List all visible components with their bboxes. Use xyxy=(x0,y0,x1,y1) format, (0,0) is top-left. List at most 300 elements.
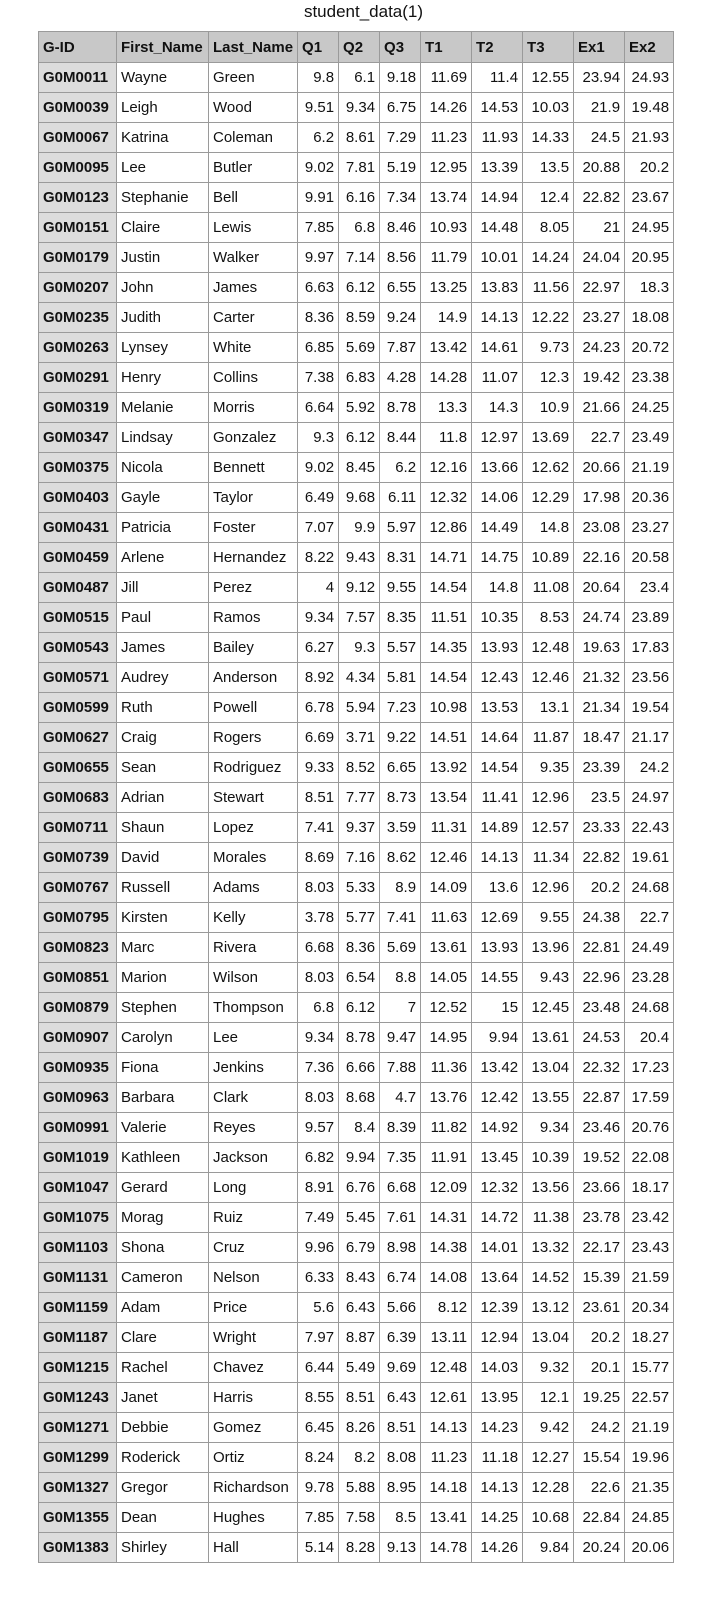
cell-gid[interactable]: G0M0543 xyxy=(39,633,117,663)
cell-ex1[interactable]: 23.46 xyxy=(574,1113,625,1143)
cell-t2[interactable]: 14.94 xyxy=(472,183,523,213)
cell-q3[interactable]: 5.66 xyxy=(380,1293,421,1323)
cell-t3[interactable]: 9.35 xyxy=(523,753,574,783)
cell-first-name[interactable]: Arlene xyxy=(117,543,209,573)
cell-q1[interactable]: 7.41 xyxy=(298,813,339,843)
cell-q3[interactable]: 4.28 xyxy=(380,363,421,393)
cell-t1[interactable]: 14.71 xyxy=(421,543,472,573)
cell-gid[interactable]: G0M0627 xyxy=(39,723,117,753)
cell-q3[interactable]: 8.98 xyxy=(380,1233,421,1263)
cell-q2[interactable]: 6.76 xyxy=(339,1173,380,1203)
cell-ex1[interactable]: 24.74 xyxy=(574,603,625,633)
cell-gid[interactable]: G0M1103 xyxy=(39,1233,117,1263)
cell-t2[interactable]: 10.01 xyxy=(472,243,523,273)
cell-q2[interactable]: 6.12 xyxy=(339,273,380,303)
cell-first-name[interactable]: Rachel xyxy=(117,1353,209,1383)
cell-q1[interactable]: 7.36 xyxy=(298,1053,339,1083)
cell-ex1[interactable]: 22.81 xyxy=(574,933,625,963)
cell-t3[interactable]: 11.38 xyxy=(523,1203,574,1233)
cell-ex1[interactable]: 22.84 xyxy=(574,1503,625,1533)
cell-t2[interactable]: 14.03 xyxy=(472,1353,523,1383)
cell-q3[interactable]: 7.61 xyxy=(380,1203,421,1233)
cell-q2[interactable]: 6.43 xyxy=(339,1293,380,1323)
cell-t1[interactable]: 11.79 xyxy=(421,243,472,273)
cell-t2[interactable]: 13.95 xyxy=(472,1383,523,1413)
cell-ex1[interactable]: 23.66 xyxy=(574,1173,625,1203)
cell-q3[interactable]: 5.57 xyxy=(380,633,421,663)
cell-q3[interactable]: 8.35 xyxy=(380,603,421,633)
cell-gid[interactable]: G0M1299 xyxy=(39,1443,117,1473)
cell-ex2[interactable]: 23.89 xyxy=(625,603,674,633)
cell-t3[interactable]: 9.43 xyxy=(523,963,574,993)
cell-q2[interactable]: 7.14 xyxy=(339,243,380,273)
cell-ex2[interactable]: 24.85 xyxy=(625,1503,674,1533)
cell-ex2[interactable]: 23.56 xyxy=(625,663,674,693)
cell-q3[interactable]: 8.39 xyxy=(380,1113,421,1143)
cell-ex1[interactable]: 21.32 xyxy=(574,663,625,693)
cell-ex1[interactable]: 19.63 xyxy=(574,633,625,663)
cell-last-name[interactable]: Morales xyxy=(209,843,298,873)
cell-first-name[interactable]: Justin xyxy=(117,243,209,273)
cell-q1[interactable]: 6.49 xyxy=(298,483,339,513)
cell-q2[interactable]: 5.33 xyxy=(339,873,380,903)
cell-q1[interactable]: 9.8 xyxy=(298,63,339,93)
cell-t3[interactable]: 10.89 xyxy=(523,543,574,573)
cell-q1[interactable]: 5.6 xyxy=(298,1293,339,1323)
cell-gid[interactable]: G0M0879 xyxy=(39,993,117,1023)
cell-q1[interactable]: 4 xyxy=(298,573,339,603)
cell-first-name[interactable]: Lee xyxy=(117,153,209,183)
cell-t1[interactable]: 14.09 xyxy=(421,873,472,903)
cell-t1[interactable]: 14.54 xyxy=(421,573,472,603)
cell-gid[interactable]: G0M0039 xyxy=(39,93,117,123)
cell-gid[interactable]: G0M0347 xyxy=(39,423,117,453)
cell-last-name[interactable]: Richardson xyxy=(209,1473,298,1503)
cell-last-name[interactable]: Rivera xyxy=(209,933,298,963)
cell-t1[interactable]: 14.35 xyxy=(421,633,472,663)
cell-t2[interactable]: 13.6 xyxy=(472,873,523,903)
cell-q1[interactable]: 3.78 xyxy=(298,903,339,933)
cell-q2[interactable]: 5.69 xyxy=(339,333,380,363)
cell-q1[interactable]: 6.69 xyxy=(298,723,339,753)
cell-q2[interactable]: 9.9 xyxy=(339,513,380,543)
cell-gid[interactable]: G0M0179 xyxy=(39,243,117,273)
cell-q3[interactable]: 8.73 xyxy=(380,783,421,813)
cell-gid[interactable]: G0M0935 xyxy=(39,1053,117,1083)
cell-ex2[interactable]: 20.76 xyxy=(625,1113,674,1143)
cell-q3[interactable]: 5.97 xyxy=(380,513,421,543)
cell-ex2[interactable]: 20.58 xyxy=(625,543,674,573)
cell-t2[interactable]: 13.39 xyxy=(472,153,523,183)
cell-t1[interactable]: 13.42 xyxy=(421,333,472,363)
column-header-ex1[interactable]: Ex1 xyxy=(574,32,625,63)
cell-last-name[interactable]: Adams xyxy=(209,873,298,903)
cell-q3[interactable]: 9.69 xyxy=(380,1353,421,1383)
cell-t3[interactable]: 14.52 xyxy=(523,1263,574,1293)
cell-gid[interactable]: G0M0851 xyxy=(39,963,117,993)
cell-ex2[interactable]: 17.59 xyxy=(625,1083,674,1113)
cell-t1[interactable]: 11.82 xyxy=(421,1113,472,1143)
cell-last-name[interactable]: Powell xyxy=(209,693,298,723)
cell-gid[interactable]: G0M0487 xyxy=(39,573,117,603)
cell-t3[interactable]: 13.04 xyxy=(523,1323,574,1353)
cell-q1[interactable]: 9.51 xyxy=(298,93,339,123)
cell-ex2[interactable]: 21.35 xyxy=(625,1473,674,1503)
cell-first-name[interactable]: Marc xyxy=(117,933,209,963)
cell-first-name[interactable]: Patricia xyxy=(117,513,209,543)
cell-q2[interactable]: 9.3 xyxy=(339,633,380,663)
cell-t2[interactable]: 11.18 xyxy=(472,1443,523,1473)
cell-t2[interactable]: 14.8 xyxy=(472,573,523,603)
cell-ex1[interactable]: 21.9 xyxy=(574,93,625,123)
cell-t2[interactable]: 15 xyxy=(472,993,523,1023)
cell-ex1[interactable]: 22.16 xyxy=(574,543,625,573)
cell-t2[interactable]: 9.94 xyxy=(472,1023,523,1053)
cell-t2[interactable]: 14.13 xyxy=(472,1473,523,1503)
cell-ex1[interactable]: 20.2 xyxy=(574,1323,625,1353)
cell-q2[interactable]: 7.57 xyxy=(339,603,380,633)
cell-gid[interactable]: G0M0291 xyxy=(39,363,117,393)
cell-q3[interactable]: 4.7 xyxy=(380,1083,421,1113)
cell-last-name[interactable]: White xyxy=(209,333,298,363)
cell-first-name[interactable]: Craig xyxy=(117,723,209,753)
cell-q1[interactable]: 9.57 xyxy=(298,1113,339,1143)
cell-ex2[interactable]: 19.48 xyxy=(625,93,674,123)
cell-t2[interactable]: 13.45 xyxy=(472,1143,523,1173)
cell-q2[interactable]: 5.77 xyxy=(339,903,380,933)
cell-q1[interactable]: 8.22 xyxy=(298,543,339,573)
cell-t1[interactable]: 14.9 xyxy=(421,303,472,333)
cell-ex2[interactable]: 23.43 xyxy=(625,1233,674,1263)
cell-q1[interactable]: 9.96 xyxy=(298,1233,339,1263)
cell-last-name[interactable]: Kelly xyxy=(209,903,298,933)
cell-q1[interactable]: 6.64 xyxy=(298,393,339,423)
cell-ex1[interactable]: 21.66 xyxy=(574,393,625,423)
cell-t1[interactable]: 11.63 xyxy=(421,903,472,933)
cell-first-name[interactable]: James xyxy=(117,633,209,663)
cell-ex2[interactable]: 20.2 xyxy=(625,153,674,183)
cell-t1[interactable]: 12.52 xyxy=(421,993,472,1023)
cell-first-name[interactable]: Fiona xyxy=(117,1053,209,1083)
cell-q3[interactable]: 6.55 xyxy=(380,273,421,303)
cell-q1[interactable]: 6.63 xyxy=(298,273,339,303)
cell-q2[interactable]: 5.92 xyxy=(339,393,380,423)
cell-q1[interactable]: 8.55 xyxy=(298,1383,339,1413)
cell-last-name[interactable]: Jackson xyxy=(209,1143,298,1173)
cell-q3[interactable]: 9.47 xyxy=(380,1023,421,1053)
cell-t1[interactable]: 14.31 xyxy=(421,1203,472,1233)
cell-q3[interactable]: 8.46 xyxy=(380,213,421,243)
cell-ex1[interactable]: 24.23 xyxy=(574,333,625,363)
cell-q1[interactable]: 5.14 xyxy=(298,1533,339,1563)
cell-q1[interactable]: 9.34 xyxy=(298,603,339,633)
cell-first-name[interactable]: Claire xyxy=(117,213,209,243)
cell-last-name[interactable]: Butler xyxy=(209,153,298,183)
cell-t3[interactable]: 13.12 xyxy=(523,1293,574,1323)
cell-first-name[interactable]: Gayle xyxy=(117,483,209,513)
cell-last-name[interactable]: Hernandez xyxy=(209,543,298,573)
cell-q1[interactable]: 7.07 xyxy=(298,513,339,543)
cell-t1[interactable]: 13.92 xyxy=(421,753,472,783)
cell-gid[interactable]: G0M1019 xyxy=(39,1143,117,1173)
cell-q3[interactable]: 5.69 xyxy=(380,933,421,963)
cell-q1[interactable]: 6.2 xyxy=(298,123,339,153)
cell-ex1[interactable]: 22.82 xyxy=(574,843,625,873)
cell-ex1[interactable]: 20.64 xyxy=(574,573,625,603)
cell-ex1[interactable]: 22.87 xyxy=(574,1083,625,1113)
cell-gid[interactable]: G0M0571 xyxy=(39,663,117,693)
column-header-t3[interactable]: T3 xyxy=(523,32,574,63)
cell-t2[interactable]: 14.13 xyxy=(472,303,523,333)
cell-t2[interactable]: 14.3 xyxy=(472,393,523,423)
cell-q1[interactable]: 7.85 xyxy=(298,1503,339,1533)
cell-ex2[interactable]: 24.93 xyxy=(625,63,674,93)
cell-first-name[interactable]: Debbie xyxy=(117,1413,209,1443)
cell-last-name[interactable]: Cruz xyxy=(209,1233,298,1263)
cell-t3[interactable]: 13.04 xyxy=(523,1053,574,1083)
cell-first-name[interactable]: Morag xyxy=(117,1203,209,1233)
cell-q3[interactable]: 7.29 xyxy=(380,123,421,153)
cell-ex1[interactable]: 23.78 xyxy=(574,1203,625,1233)
column-header-q3[interactable]: Q3 xyxy=(380,32,421,63)
cell-first-name[interactable]: Gerard xyxy=(117,1173,209,1203)
cell-q2[interactable]: 5.49 xyxy=(339,1353,380,1383)
cell-t3[interactable]: 9.84 xyxy=(523,1533,574,1563)
cell-q3[interactable]: 9.18 xyxy=(380,63,421,93)
cell-first-name[interactable]: Adam xyxy=(117,1293,209,1323)
cell-t3[interactable]: 8.53 xyxy=(523,603,574,633)
cell-ex2[interactable]: 23.49 xyxy=(625,423,674,453)
cell-gid[interactable]: G0M1243 xyxy=(39,1383,117,1413)
cell-first-name[interactable]: Paul xyxy=(117,603,209,633)
column-header-q1[interactable]: Q1 xyxy=(298,32,339,63)
column-header-first-name[interactable]: First_Name xyxy=(117,32,209,63)
cell-t1[interactable]: 12.32 xyxy=(421,483,472,513)
cell-first-name[interactable]: Kirsten xyxy=(117,903,209,933)
cell-t2[interactable]: 14.23 xyxy=(472,1413,523,1443)
cell-t3[interactable]: 11.87 xyxy=(523,723,574,753)
cell-q2[interactable]: 8.61 xyxy=(339,123,380,153)
cell-ex2[interactable]: 19.96 xyxy=(625,1443,674,1473)
cell-q3[interactable]: 8.5 xyxy=(380,1503,421,1533)
cell-t3[interactable]: 9.42 xyxy=(523,1413,574,1443)
cell-gid[interactable]: G0M0823 xyxy=(39,933,117,963)
cell-q1[interactable]: 6.82 xyxy=(298,1143,339,1173)
cell-q3[interactable]: 8.44 xyxy=(380,423,421,453)
cell-q1[interactable]: 6.45 xyxy=(298,1413,339,1443)
cell-q1[interactable]: 8.03 xyxy=(298,873,339,903)
cell-gid[interactable]: G0M0151 xyxy=(39,213,117,243)
cell-ex2[interactable]: 22.43 xyxy=(625,813,674,843)
cell-t1[interactable]: 14.54 xyxy=(421,663,472,693)
cell-ex1[interactable]: 20.1 xyxy=(574,1353,625,1383)
cell-ex2[interactable]: 19.61 xyxy=(625,843,674,873)
cell-t1[interactable]: 12.86 xyxy=(421,513,472,543)
cell-q2[interactable]: 6.12 xyxy=(339,993,380,1023)
cell-first-name[interactable]: Lindsay xyxy=(117,423,209,453)
cell-t2[interactable]: 14.54 xyxy=(472,753,523,783)
cell-ex2[interactable]: 20.72 xyxy=(625,333,674,363)
cell-ex1[interactable]: 23.08 xyxy=(574,513,625,543)
cell-first-name[interactable]: David xyxy=(117,843,209,873)
cell-q1[interactable]: 9.3 xyxy=(298,423,339,453)
cell-gid[interactable]: G0M0767 xyxy=(39,873,117,903)
cell-q2[interactable]: 5.45 xyxy=(339,1203,380,1233)
cell-q2[interactable]: 8.45 xyxy=(339,453,380,483)
cell-last-name[interactable]: Perez xyxy=(209,573,298,603)
cell-first-name[interactable]: Russell xyxy=(117,873,209,903)
cell-q1[interactable]: 7.85 xyxy=(298,213,339,243)
cell-ex1[interactable]: 21 xyxy=(574,213,625,243)
cell-last-name[interactable]: Taylor xyxy=(209,483,298,513)
cell-t1[interactable]: 10.93 xyxy=(421,213,472,243)
cell-ex1[interactable]: 19.42 xyxy=(574,363,625,393)
cell-ex2[interactable]: 19.54 xyxy=(625,693,674,723)
cell-q2[interactable]: 8.4 xyxy=(339,1113,380,1143)
cell-gid[interactable]: G0M0599 xyxy=(39,693,117,723)
cell-q1[interactable]: 6.44 xyxy=(298,1353,339,1383)
cell-last-name[interactable]: Hughes xyxy=(209,1503,298,1533)
cell-t3[interactable]: 12.28 xyxy=(523,1473,574,1503)
cell-t1[interactable]: 12.09 xyxy=(421,1173,472,1203)
cell-ex1[interactable]: 24.38 xyxy=(574,903,625,933)
cell-t1[interactable]: 14.26 xyxy=(421,93,472,123)
cell-t2[interactable]: 10.35 xyxy=(472,603,523,633)
cell-first-name[interactable]: Judith xyxy=(117,303,209,333)
cell-q3[interactable]: 6.2 xyxy=(380,453,421,483)
cell-first-name[interactable]: Audrey xyxy=(117,663,209,693)
cell-q3[interactable]: 6.39 xyxy=(380,1323,421,1353)
cell-ex1[interactable]: 24.04 xyxy=(574,243,625,273)
cell-last-name[interactable]: Ruiz xyxy=(209,1203,298,1233)
cell-ex1[interactable]: 20.2 xyxy=(574,873,625,903)
cell-first-name[interactable]: Marion xyxy=(117,963,209,993)
cell-gid[interactable]: G0M1327 xyxy=(39,1473,117,1503)
cell-q3[interactable]: 8.51 xyxy=(380,1413,421,1443)
cell-q2[interactable]: 7.77 xyxy=(339,783,380,813)
cell-gid[interactable]: G0M0991 xyxy=(39,1113,117,1143)
cell-last-name[interactable]: Long xyxy=(209,1173,298,1203)
cell-first-name[interactable]: Katrina xyxy=(117,123,209,153)
cell-q3[interactable]: 7.87 xyxy=(380,333,421,363)
column-header-q2[interactable]: Q2 xyxy=(339,32,380,63)
cell-gid[interactable]: G0M0375 xyxy=(39,453,117,483)
cell-t2[interactable]: 14.06 xyxy=(472,483,523,513)
cell-t1[interactable]: 11.23 xyxy=(421,1443,472,1473)
cell-t1[interactable]: 13.61 xyxy=(421,933,472,963)
cell-q3[interactable]: 6.43 xyxy=(380,1383,421,1413)
cell-t2[interactable]: 13.42 xyxy=(472,1053,523,1083)
cell-q1[interactable]: 9.02 xyxy=(298,153,339,183)
cell-t3[interactable]: 12.29 xyxy=(523,483,574,513)
cell-t2[interactable]: 14.64 xyxy=(472,723,523,753)
cell-t2[interactable]: 11.4 xyxy=(472,63,523,93)
cell-t2[interactable]: 13.83 xyxy=(472,273,523,303)
cell-gid[interactable]: G0M1075 xyxy=(39,1203,117,1233)
cell-last-name[interactable]: Carter xyxy=(209,303,298,333)
cell-t2[interactable]: 12.32 xyxy=(472,1173,523,1203)
cell-q3[interactable]: 9.55 xyxy=(380,573,421,603)
cell-t2[interactable]: 14.55 xyxy=(472,963,523,993)
cell-q3[interactable]: 7.34 xyxy=(380,183,421,213)
cell-first-name[interactable]: Melanie xyxy=(117,393,209,423)
cell-t3[interactable]: 10.68 xyxy=(523,1503,574,1533)
cell-last-name[interactable]: James xyxy=(209,273,298,303)
cell-first-name[interactable]: Henry xyxy=(117,363,209,393)
cell-first-name[interactable]: Ruth xyxy=(117,693,209,723)
cell-t3[interactable]: 12.4 xyxy=(523,183,574,213)
cell-t3[interactable]: 12.46 xyxy=(523,663,574,693)
cell-q1[interactable]: 7.38 xyxy=(298,363,339,393)
cell-ex2[interactable]: 24.97 xyxy=(625,783,674,813)
cell-t1[interactable]: 14.38 xyxy=(421,1233,472,1263)
cell-t3[interactable]: 14.8 xyxy=(523,513,574,543)
cell-t3[interactable]: 13.56 xyxy=(523,1173,574,1203)
cell-t2[interactable]: 13.53 xyxy=(472,693,523,723)
cell-ex1[interactable]: 23.39 xyxy=(574,753,625,783)
cell-first-name[interactable]: Sean xyxy=(117,753,209,783)
cell-first-name[interactable]: Carolyn xyxy=(117,1023,209,1053)
cell-ex2[interactable]: 23.38 xyxy=(625,363,674,393)
cell-t1[interactable]: 13.54 xyxy=(421,783,472,813)
cell-last-name[interactable]: Thompson xyxy=(209,993,298,1023)
cell-t3[interactable]: 12.48 xyxy=(523,633,574,663)
cell-q2[interactable]: 8.26 xyxy=(339,1413,380,1443)
cell-t1[interactable]: 11.31 xyxy=(421,813,472,843)
cell-ex2[interactable]: 23.42 xyxy=(625,1203,674,1233)
cell-q1[interactable]: 8.51 xyxy=(298,783,339,813)
cell-ex2[interactable]: 18.3 xyxy=(625,273,674,303)
cell-first-name[interactable]: Shaun xyxy=(117,813,209,843)
cell-ex2[interactable]: 22.57 xyxy=(625,1383,674,1413)
cell-ex1[interactable]: 24.53 xyxy=(574,1023,625,1053)
cell-t3[interactable]: 11.56 xyxy=(523,273,574,303)
cell-first-name[interactable]: Lynsey xyxy=(117,333,209,363)
cell-ex2[interactable]: 24.25 xyxy=(625,393,674,423)
cell-last-name[interactable]: Bennett xyxy=(209,453,298,483)
cell-q3[interactable]: 6.74 xyxy=(380,1263,421,1293)
cell-q2[interactable]: 6.1 xyxy=(339,63,380,93)
cell-t1[interactable]: 13.3 xyxy=(421,393,472,423)
cell-first-name[interactable]: Kathleen xyxy=(117,1143,209,1173)
cell-first-name[interactable]: Dean xyxy=(117,1503,209,1533)
cell-first-name[interactable]: Clare xyxy=(117,1323,209,1353)
cell-t2[interactable]: 14.92 xyxy=(472,1113,523,1143)
cell-t2[interactable]: 12.43 xyxy=(472,663,523,693)
cell-ex1[interactable]: 23.33 xyxy=(574,813,625,843)
cell-last-name[interactable]: Anderson xyxy=(209,663,298,693)
cell-q1[interactable]: 8.36 xyxy=(298,303,339,333)
cell-t2[interactable]: 12.39 xyxy=(472,1293,523,1323)
column-header-ex2[interactable]: Ex2 xyxy=(625,32,674,63)
cell-first-name[interactable]: Roderick xyxy=(117,1443,209,1473)
cell-q2[interactable]: 8.87 xyxy=(339,1323,380,1353)
cell-gid[interactable]: G0M1383 xyxy=(39,1533,117,1563)
cell-q2[interactable]: 9.43 xyxy=(339,543,380,573)
cell-q3[interactable]: 7.23 xyxy=(380,693,421,723)
cell-q3[interactable]: 8.31 xyxy=(380,543,421,573)
cell-last-name[interactable]: Gomez xyxy=(209,1413,298,1443)
cell-last-name[interactable]: Rodriguez xyxy=(209,753,298,783)
cell-t1[interactable]: 8.12 xyxy=(421,1293,472,1323)
cell-t1[interactable]: 14.51 xyxy=(421,723,472,753)
cell-t3[interactable]: 12.96 xyxy=(523,873,574,903)
cell-ex2[interactable]: 20.95 xyxy=(625,243,674,273)
cell-t1[interactable]: 11.91 xyxy=(421,1143,472,1173)
cell-ex2[interactable]: 18.27 xyxy=(625,1323,674,1353)
cell-t3[interactable]: 12.57 xyxy=(523,813,574,843)
cell-last-name[interactable]: Green xyxy=(209,63,298,93)
